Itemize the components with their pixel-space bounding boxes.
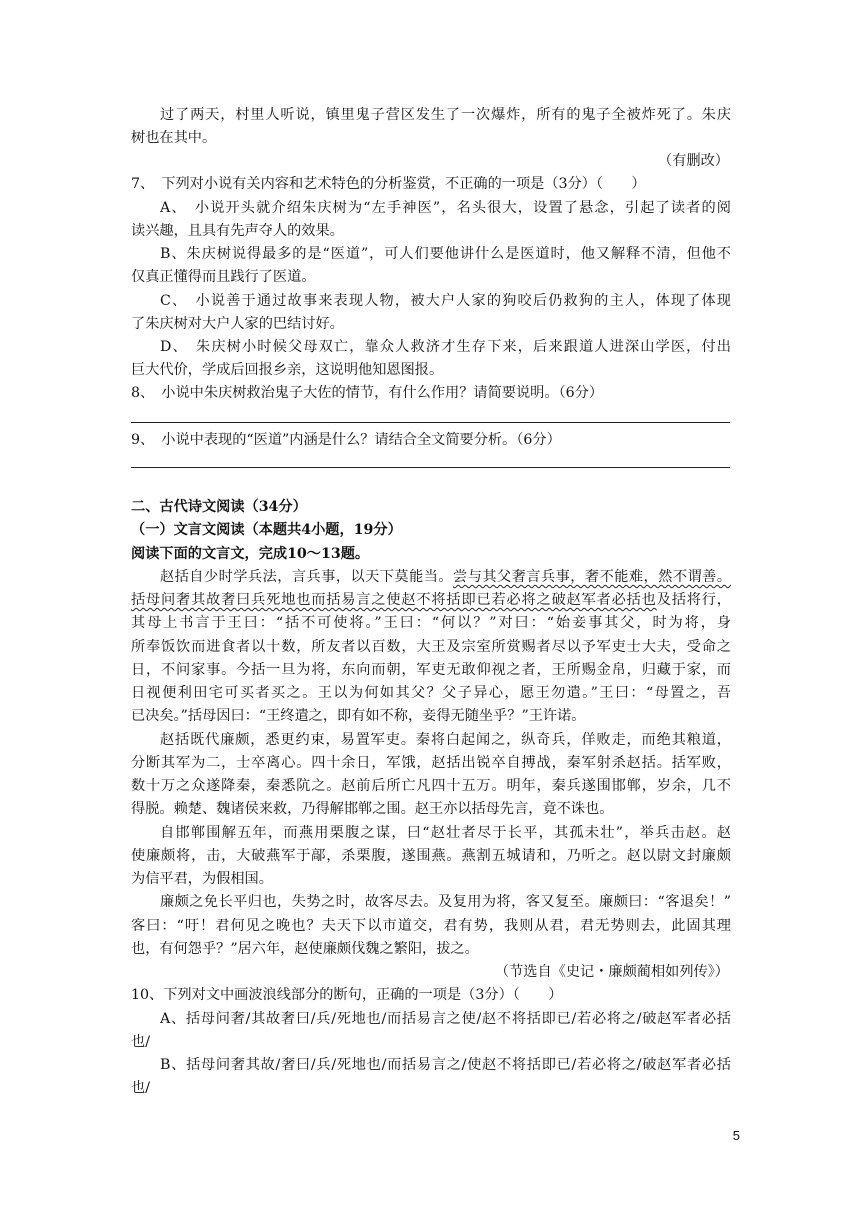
source-note: （有删改） xyxy=(658,153,729,169)
classical-line: 分断其军为二，士卒离心。四十余日，军饿，赵括出锐卒自搏战，秦军射杀赵括。括军败， xyxy=(131,755,731,771)
classical-line: 也，有何怨乎？”居六年，赵使廉颇伐魏之繁阳，拔之。 xyxy=(131,941,479,957)
classical-line: 客曰：“吁！君何见之晚也？夫天下以市道交，君有势，我则从君，君无势则去，此固其理 xyxy=(131,918,731,934)
q10-option-b-cont: 也/ xyxy=(131,1080,150,1096)
classical-line: 已决矣。”括母因曰：“王终遣之，即有如不称，妾得无随坐乎？”王许诺。 xyxy=(131,708,586,724)
passage-line: 过了两天，村里人听说，镇里鬼子营区发生了一次爆炸，所有的鬼子全被炸死了。朱庆 xyxy=(160,107,731,123)
classical-line: 自邯郸围解五年，而燕用栗腹之谋，曰“赵壮者尽于长平，其孤未壮”，举兵击赵。赵 xyxy=(160,825,731,841)
answer-line xyxy=(131,422,730,423)
subsection-heading: （一）文言文阅读（本题共4小题，19分） xyxy=(131,522,402,538)
classical-line: 其母上书言于王曰：“括不可使将。”王曰：“何以？”对曰：“始妾事其父，时为将，身 xyxy=(131,615,731,631)
wavy-underlined-text: 括母问奢其故奢曰兵死地也而括易言之使赵不将括即已若必将之破赵军者必括也 xyxy=(131,592,657,608)
q10-option-a: A、括母问奢/其故奢曰/兵/死地也/而括易言之使/赵不将括即已/若必将之/破赵军者必括 xyxy=(160,1011,731,1027)
classical-line: 日视便利田宅可买者买之。王以为何如其父？父子异心，愿王勿遣。”王曰：“母置之，吾 xyxy=(131,685,731,701)
q7-option-b: B、朱庆树说得最多的是“医道”，可人们要他讲什么是医道时，他又解释不清，但他不 xyxy=(160,246,731,262)
question-9-stem: 9、 小说中表现的“医道”内涵是什么？请结合全文简要分析。（6分） xyxy=(131,432,561,448)
q7-option-a: A、 小说开头就介绍朱庆树为“左手神医”，名头很大，设置了悬念，引起了读者的阅 xyxy=(160,200,731,216)
classical-line: 使廉颇将，击，大破燕军于鄗，杀栗腹，遂围燕。燕割五城请和，乃听之。赵以尉文封廉颇 xyxy=(131,848,731,864)
classical-line: 赵括既代廉颇，悉更约束，易置军吏。秦将白起闻之，纵奇兵，佯败走，而绝其粮道， xyxy=(160,732,731,748)
classical-line: 得脱。赖楚、魏诸侯来救，乃得解邯郸之围。赵王亦以括母先言，竟不诛也。 xyxy=(131,801,614,817)
classical-line: 数十万之众遂降秦，秦悉阬之。赵前后所亡凡四十五万。明年，秦兵遂围邯郸，岁余，几不 xyxy=(131,778,731,794)
instruction: 阅读下面的文言文，完成10～13题。 xyxy=(131,546,370,562)
passage-line: 树也在其中。 xyxy=(131,130,217,146)
source-citation: （节选自《史记・廉颇蔺相如列传》） xyxy=(494,964,729,980)
q7-option-d: D、 朱庆树小时候父母双亡，靠众人救济才生存下来，后来跟道人进深山学医，付出 xyxy=(160,339,731,355)
text-segment: 及括将行， xyxy=(656,592,731,608)
q10-option-b: B、括母问奢其故/奢曰/兵/死地也/而括易言之/使赵不将括即已/若必将之/破赵军者必括 xyxy=(160,1057,731,1073)
q7-option-c: C、 小说善于通过故事来表现人物，被大户人家的狗咬后仍救狗的主人，体现了体现 xyxy=(160,293,731,309)
classical-line: 廉颇之免长平归也，失势之时，故客尽去。及复用为将，客又复至。廉颇曰：“客退矣！” xyxy=(160,894,731,910)
q7-option-b-cont: 仅真正懂得而且践行了医道。 xyxy=(131,269,316,285)
classical-line: 为信平君，为假相国。 xyxy=(131,871,273,887)
section-heading: 二、古代诗文阅读（34分） xyxy=(131,499,307,515)
question-7-stem: 7、 下列对小说有关内容和艺术特色的分析鉴赏，不正确的一项是（3分）（ ） xyxy=(131,176,646,192)
wavy-underlined-text: 尝与其父奢言兵事，奢不能难，然不谓善。 xyxy=(453,569,731,585)
classical-line xyxy=(160,566,731,589)
classical-line xyxy=(131,589,731,612)
question-10-stem: 10、下列对文中画波浪线部分的断句，正确的一项是（3分）（ ） xyxy=(131,987,563,1003)
q7-option-d-cont: 巨大代价，学成后回报乡亲，这说明他知恩图报。 xyxy=(131,362,444,378)
q10-option-a-cont: 也/ xyxy=(131,1034,150,1050)
text-segment: 赵括自少时学兵法，言兵事，以天下莫能当。 xyxy=(160,569,454,585)
answer-line xyxy=(131,467,730,468)
classical-line: 日，不问家事。今括一旦为将，东向而朝，军吏无敢仰视之者，王所赐金帛，归藏于家，而 xyxy=(131,662,731,678)
classical-line: 所奉饭饮而进食者以十数，所友者以百数，大王及宗室所赏赐者尽以予军吏士大夫，受命之 xyxy=(131,639,731,655)
q7-option-a-cont: 读兴趣，且具有先声夺人的效果。 xyxy=(131,223,344,239)
page-number: 5 xyxy=(732,1128,740,1143)
q7-option-c-cont: 了朱庆树对大户人家的巴结讨好。 xyxy=(131,316,344,332)
question-8-stem: 8、 小说中朱庆树救治鬼子大佐的情节，有什么作用？请简要说明。（6分） xyxy=(131,385,604,401)
